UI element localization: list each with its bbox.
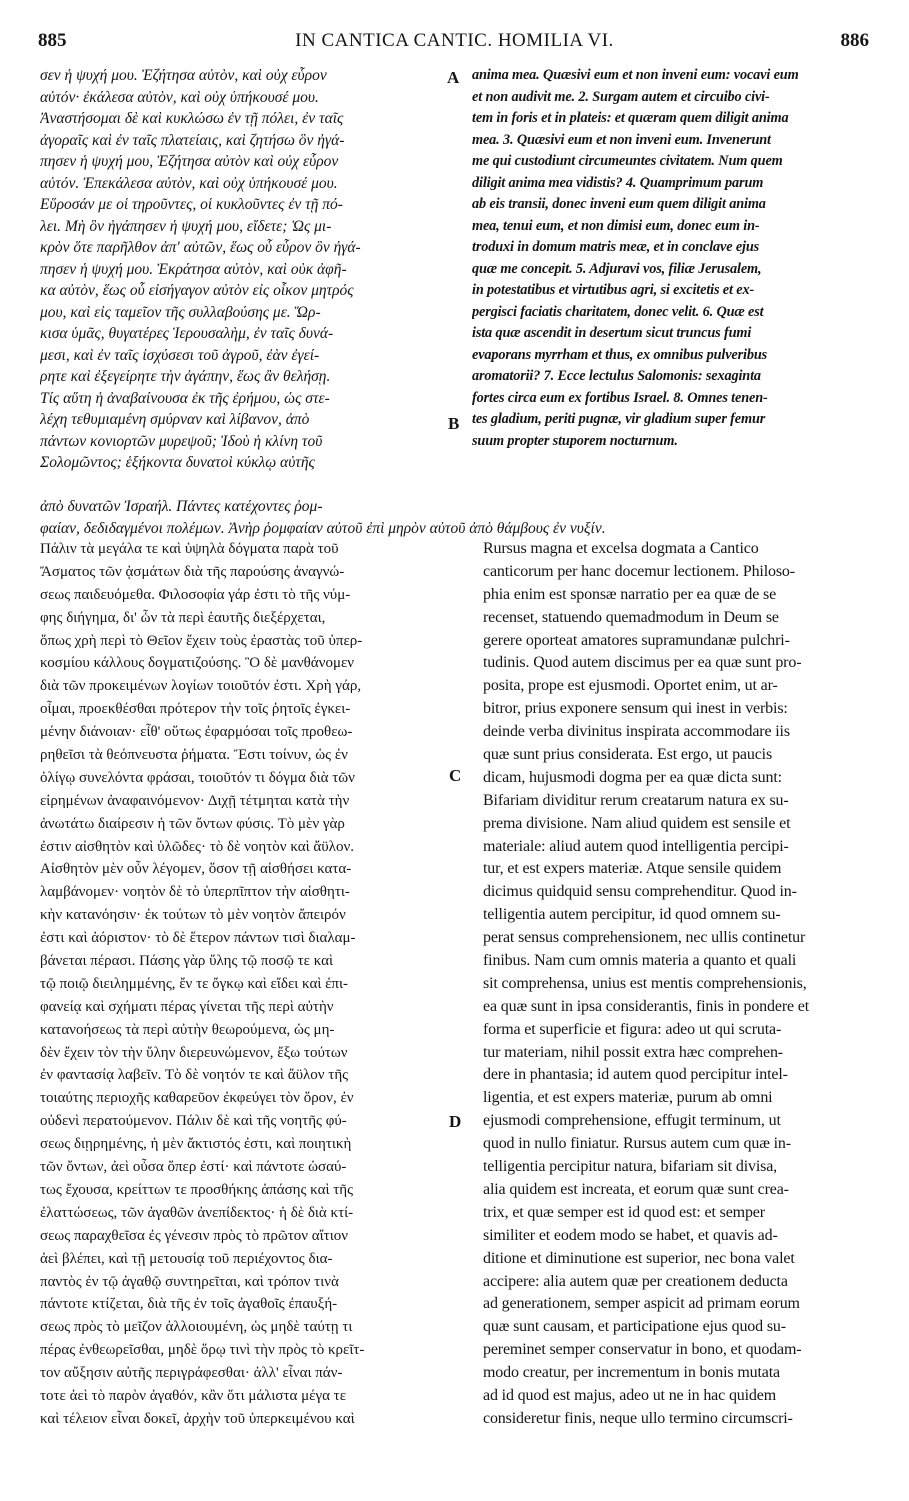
- text-line: κὴν κατανόησιν· ἐκ τούτων τὸ μὲν νοητὸν ἄπειρόν: [40, 907, 346, 924]
- text-line: τως ἔχουσα, κρείττων τε προσθήκης ἁπάσης καὶ τῆς: [40, 1181, 354, 1198]
- text-line: κρὸν ὅτε παρῆλθον ἀπ' αὐτῶν, ἕως οὗ εὗρον ὃν ἠγά-: [40, 239, 361, 256]
- text-line: similiter et eodem modo se habet, et quavis ad-: [483, 1226, 778, 1244]
- text-line: οἶμαι, προεκθέσθαι πρότερον τὴν τοῖς ῥητοῖς ἐγκει-: [40, 701, 351, 718]
- text-line: τῷ ποιῷ διειλημμένης, ἔν τε ὄγκῳ καὶ εἴδει καὶ ἐπι-: [40, 975, 349, 992]
- text-line: tur, et est expers materiæ. Atque sensile quidem: [483, 860, 782, 878]
- text-line: πησεν ἡ ψυχή μου. Ἐκράτησα αὐτὸν, καὶ οὐκ ἀφῆ-: [40, 260, 347, 278]
- text-line: quod in nullo finiatur. Rursus autem cum quæ in-: [483, 1135, 791, 1153]
- text-line: φανείᾳ καὶ σχήματι πέρας γίνεται τῆς περὶ αὐτὴν: [40, 998, 334, 1015]
- text-line: quæ sunt prius considerata. Est ergo, ut paucis: [483, 746, 773, 764]
- text-line: ista quæ ascendit in desertum sicut truncus fumi: [472, 325, 752, 341]
- text-line: σεν ἡ ψυχή μου. Ἐζήτησα αὐτὸν, καὶ οὐχ εὗρον: [40, 67, 327, 84]
- text-line: trix, et quæ semper est id quod est: et semper: [483, 1203, 765, 1221]
- greek-homily-column: [40, 538, 460, 1431]
- text-line: φης διήγημα, δι' ὧν τὰ περὶ ἑαυτῆς διεξέρχεται,: [40, 609, 326, 626]
- text-line: πάντων κονιορτῶν μυρεψοῦ; Ἰδοὺ ἡ κλίνη τοῦ: [40, 432, 323, 450]
- text-line: μεσι, καὶ ἐν ταῖς ἰσχύσεσι τοῦ ἀγροῦ, ἐὰν ἐγεί-: [40, 346, 320, 364]
- text-line: Ἀναστήσομαι δὲ καὶ κυκλώσω ἐν τῇ πόλει, ἐν ταῖς: [40, 110, 344, 127]
- text-line: βάνεται πέρασι. Πάσης γὰρ ὕλης τῷ ποσῷ τε καὶ: [40, 953, 334, 970]
- text-line: canticorum per hanc docemur lectionem. Philoso-: [483, 562, 795, 580]
- text-line: quæ me concepit. 5. Adjuravi vos, filiæ Jerusalem,: [472, 260, 762, 277]
- text-line: me qui custodiunt circumeuntes civitatem. Num quem: [472, 153, 783, 169]
- text-line: finibus. Nam cum omnis materia a quanto et quali: [483, 952, 797, 970]
- text-line: ἐν φαντασίᾳ λαβεῖν. Τὸ δὲ νοητόν τε καὶ ἄϋλον τῆς: [40, 1067, 349, 1084]
- text-line: accipere: alia autem quæ per creationem deducta: [483, 1272, 788, 1290]
- text-line: ἐλαττώσεως, τῶν ἀγαθῶν ἀνεπίδεκτος· ἡ δὲ διὰ κτί-: [40, 1204, 354, 1221]
- section-marker-a: A: [447, 68, 460, 87]
- text-line: λει. Μὴ ὃν ἠγάπησεν ἡ ψυχή μου, εἴδετε; Ὡς μι-: [40, 217, 332, 235]
- text-line: κισα ὑμᾶς, θυγατέρες Ἱερουσαλὴμ, ἐν ταῖς δυνά-: [40, 325, 334, 342]
- text-line: sit comprehensa, unius est mentis comprehensionis,: [483, 974, 807, 992]
- section-marker-b: B: [448, 414, 460, 433]
- text-line: τον αὔξησιν αὐτῆς περιγράφεσθαι· ἀλλ' εἶναι πάν-: [40, 1365, 343, 1382]
- text-line: Τίς αὕτη ἡ ἀναβαίνουσα ἐκ τῆς ἐρήμου, ὡς στε-: [40, 389, 330, 407]
- text-line: evaporans myrrham et thus, ex omnibus pulveribus: [472, 346, 768, 363]
- text-line: κα αὐτὸν, ἕως οὗ εἰσήγαγον αὐτὸν εἰς οἶκον μητρός: [40, 282, 354, 299]
- text-line: δὲν ἔχειν τὸν τὴν ὕλην διερευνώμενον, ἔξω τούτων: [40, 1044, 348, 1061]
- text-line: ad id quod est majus, adeo ut ne in hac quidem: [483, 1386, 777, 1404]
- text-line: ἀεὶ βλέπει, καὶ τῇ μετουσίᾳ τοῦ περιέχοντος δια-: [40, 1250, 333, 1267]
- text-line: telligentia autem percipitur, id quod omnem su-: [483, 906, 781, 924]
- text-line: diligit anima mea vidistis? 4. Quamprimum parum: [472, 174, 764, 191]
- section-marker-d: D: [449, 1112, 462, 1131]
- text-line: ad generationem, semper aspicit ad primam eorum: [483, 1295, 800, 1313]
- text-line: pergisci faciatis charitatem, donec velit. 6. Quæ est: [472, 303, 764, 320]
- text-line: dere in phantasia; id autem quod percipitur intel-: [483, 1066, 788, 1084]
- text-line: ditione et diminutione est superior, nec bona valet: [483, 1249, 795, 1267]
- text-line: telligentia percipitur natura, bifariam sit divisa,: [483, 1158, 778, 1176]
- text-line: ὅπως χρὴ περὶ τὸ Θεῖον ἔχειν τοὺς ἐραστὰς τοῦ ὑπερ-: [40, 632, 363, 649]
- text-line: αὐτόν. Ἐπεκάλεσα αὐτὸν, καὶ οὐχ ὑπήκουσέ μου.: [40, 174, 338, 192]
- greek-verse-continuation: [40, 496, 880, 540]
- text-line: μένην διάνοιαν· εἶθ' οὕτως ἐφαρμόσαι τοῖς προθεω-: [40, 724, 353, 741]
- text-line: aromatorii? 7. Ecce lectulus Salomonis: sexaginta: [472, 368, 761, 384]
- text-line: gerere oporteat amatores supramundanæ pulchri-: [483, 631, 790, 649]
- text-line: Αἰσθητὸν μὲν οὖν λέγομεν, ὅσον τῇ αἰσθήσει κατα-: [40, 861, 352, 878]
- text-line: σεως παιδευόμεθα. Φιλοσοφία γάρ ἐστι τὸ τῆς νύμ-: [40, 586, 351, 603]
- text-line: anima mea. Quæsivi eum et non inveni eum: vocavi eum: [472, 67, 799, 83]
- text-line: posita, prope est ejusmodi. Oportet enim, ut ar-: [483, 677, 778, 695]
- text-line: prema divisione. Nam aliud quidem est sensile et: [483, 814, 791, 832]
- text-line: deinde verba divinitus inspirata accommodare iis: [483, 723, 790, 741]
- text-line: λαμβάνομεν· νοητὸν δὲ τὸ ὑπερπῖπτον τὴν αἰσθητι-: [40, 884, 350, 901]
- text-line: Bifariam dividitur rerum creatarum natura ex su-: [483, 791, 789, 809]
- text-line: mea. 3. Quæsivi eum et non inveni eum. Invenerunt: [472, 131, 771, 148]
- text-line: ἐστι καὶ ἀόριστον· τὸ δὲ ἕτερον πάντων τισὶ διαλαμ-: [40, 930, 356, 947]
- page-number-right: 886: [840, 30, 869, 51]
- text-line: Ἄσματος τῶν ᾀσμάτων διὰ τῆς παρούσης ἀναγνώ-: [40, 563, 345, 580]
- text-line: ρητε καὶ ἐξεγείρητε τὴν ἀγάπην, ἕως ἂν θελήσῃ.: [40, 368, 331, 385]
- text-line: σεως διῃρημένης, ἡ μὲν ἄκτιστός ἐστι, καὶ ποιητικὴ: [40, 1136, 352, 1153]
- text-line: tur materiam, nihil possit extra hæc comprehen-: [483, 1043, 783, 1061]
- text-line: εἰρημένων ἀναφαινόμενον· Διχῇ τέτμηται κατὰ τὴν: [40, 792, 350, 809]
- text-line: πέρας ἐνθεωρεῖσθαι, μηδὲ ὅρῳ τινὶ τὴν πρὸς τὸ κρεῖτ-: [40, 1342, 365, 1359]
- text-line: ἀγοραῖς καὶ ἐν ταῖς πλατείαις, καὶ ζητήσω ὃν ἠγά-: [40, 131, 345, 149]
- page-header: [0, 30, 909, 60]
- text-line: οὐδενὶ περατούμενον. Πάλιν δὲ καὶ τῆς νοητῆς φύ-: [40, 1113, 347, 1130]
- text-line: suum propter stuporem nocturnum.: [472, 432, 678, 449]
- text-line: σεως παραχθεῖσα ἐς γένεσιν πρὸς τὸ πρῶτον αἴτιον: [40, 1227, 349, 1244]
- text-line: quæ sunt causam, et participatione ejus quod su-: [483, 1318, 786, 1336]
- text-line: tes gladium, periti pugnæ, vir gladium super femur: [472, 411, 766, 427]
- text-line: καὶ τέλειον εἶναι δοκεῖ, ἀρχὴν τοῦ ὑπερκειμένου καὶ: [40, 1410, 355, 1427]
- text-line: modo creatur, per incrementum in bonis mutata: [483, 1364, 780, 1382]
- text-line: παντὸς ἐν τῷ ἀγαθῷ συντηρεῖται, καὶ τρόπον τινὰ: [40, 1273, 339, 1290]
- text-line: λέχη τεθυμιαμένη σμύρναν καὶ λίβανον, ἀπὸ: [40, 411, 310, 428]
- text-line: ejusmodi comprehensione, effugit terminum, ut: [483, 1112, 781, 1130]
- text-line: πάντοτε κτίζεται, διὰ τῆς ἐν τοῖς ἀγαθοῖς ἐπαυξή-: [40, 1296, 338, 1313]
- text-line: Εὕροσάν με οἱ τηροῦντες, οἱ κυκλοῦντες ἐν τῇ πό-: [40, 196, 343, 213]
- text-line: mea, tenui eum, et non dimisi eum, donec eum in-: [472, 217, 760, 234]
- text-line: ab eis transii, donec inveni eum quem diligit anima: [472, 196, 766, 212]
- text-line: κοσμίου κάλλους δογματιζούσης. Ὃ δὲ μανθάνομεν: [40, 655, 355, 672]
- text-line: et non audivit me. 2. Surgam autem et circuibo civi-: [472, 88, 770, 105]
- text-line: πησεν ἡ ψυχή μου, Ἐζήτησα αὐτὸν καὶ οὐχ εὗρον: [40, 153, 339, 170]
- text-line: Rursus magna et excelsa dogmata a Cantico: [483, 540, 759, 557]
- text-line: forma et superficie et figura: adeo ut qui scruta-: [483, 1020, 782, 1038]
- text-line: Πάλιν τὰ μεγάλα τε καὶ ὑψηλὰ δόγματα παρὰ τοῦ: [40, 541, 339, 557]
- text-line: ἀπὸ δυνατῶν Ἰσραήλ. Πάντες κατέχοντες ῥομ-: [40, 498, 323, 515]
- text-line: troduxi in domum matris meæ, et in conclave ejus: [472, 239, 760, 255]
- page-number-left: 885: [38, 30, 67, 51]
- text-line: ρηθεῖσι τὰ θεόπνευστα ῥήματα. Ἔστι τοίνυν, ὡς ἐν: [40, 747, 348, 764]
- text-line: bitror, prius exponere sensum qui inest in verbis:: [483, 700, 788, 718]
- greek-verse-column: [40, 65, 460, 474]
- text-line: in potestatibus et virtutibus agri, si excitetis et ex-: [472, 282, 755, 298]
- text-line: φαίαν, δεδιδαγμένοι πολέμων. Ἀνὴρ ῥομφαίαν αὐτοῦ ἐπὶ μηρὸν αὐτοῦ ἀπὸ θάμβους ἐν νυξίν.: [40, 520, 606, 537]
- text-line: tem in foris et in plateis: et quæram quem diligit anima: [472, 110, 789, 126]
- text-line: ligentia, et est expers materiæ, purum ab omni: [483, 1089, 773, 1107]
- text-line: ἀνωτάτω διαίρεσιν ἡ τῶν ὄντων φύσις. Τὸ μὲν γὰρ: [40, 815, 345, 832]
- text-line: perat sensus comprehensionem, nec ullis continetur: [483, 929, 806, 947]
- text-line: phia enim est sponsæ narratio per ea quæ de se: [483, 585, 777, 603]
- text-line: tudinis. Quod autem discimus per ea quæ sunt pro-: [483, 654, 802, 672]
- text-line: ἐστιν αἰσθητὸν καὶ ὑλῶδες· τὸ δὲ νοητὸν καὶ ἄϋλον.: [40, 838, 354, 855]
- text-line: fortes circa eum ex fortibus Israel. 8. Omnes tenen-: [472, 389, 768, 406]
- text-line: alia quidem est increata, et eorum quæ sunt crea-: [483, 1180, 789, 1198]
- text-line: pereminet semper conservatur in bono, et quodam-: [483, 1341, 802, 1359]
- latin-homily-column: [483, 538, 879, 1431]
- text-line: τοιαύτης περιοχῆς καθαρεῦον ἐκφεύγει τὸν ὅρον, ἐν: [40, 1090, 354, 1107]
- text-line: ὀλίγῳ συνελόντα φράσαι, τοιοῦτόν τι δόγμα διὰ τῶν: [40, 769, 355, 786]
- text-line: μου, καὶ εἰς ταμεῖον τῆς συλλαβούσης με. Ὥρ-: [40, 303, 321, 321]
- text-line: dicam, hujusmodi dogma per ea quæ dicta sunt:: [483, 768, 782, 786]
- text-line: τῶν ὄντων, ἀεὶ οὖσα ὅπερ ἐστί· καὶ πάντοτε ὡσαύ-: [40, 1159, 347, 1176]
- text-line: αὐτόν· ἐκάλεσα αὐτὸν, καὶ οὐχ ὑπήκουσέ μου.: [40, 88, 319, 106]
- text-line: recenset, statuendo quemadmodum in Deum se: [483, 608, 779, 626]
- text-line: διὰ τῶν προκειμένων λογίων τοιοῦτόν ἐστι. Χρὴ γάρ,: [40, 678, 362, 695]
- text-line: consideretur finis, neque ullo termino circumscri-: [483, 1409, 793, 1427]
- text-line: materiale: aliud autem quod intelligentia percipi-: [483, 837, 789, 855]
- running-title: IN CANTICA CANTIC. HOMILIA VI.: [295, 30, 614, 51]
- text-line: τοτε ἀεὶ τὸ παρὸν ἀγαθόν, κἂν ὅτι μάλιστα μέγα τε: [40, 1387, 347, 1404]
- latin-verse-column: [472, 65, 877, 452]
- section-marker-c: C: [449, 766, 462, 785]
- text-line: dicimus quidquid sensu comprehenditur. Quod in-: [483, 883, 797, 901]
- text-line: σεως πρὸς τὸ μεῖζον ἀλλοιουμένη, ὡς μηδὲ ταύτῃ τι: [40, 1319, 353, 1336]
- text-line: Σολομῶντος; ἑξήκοντα δυνατοὶ κύκλῳ αὐτῆς: [40, 454, 315, 471]
- text-line: κατανοήσεως τὰ περὶ αὐτὴν θεωρούμενα, ὡς μη-: [40, 1021, 335, 1038]
- text-line: ea quæ sunt in ipsa considerantis, finis in pondere et: [483, 997, 810, 1015]
